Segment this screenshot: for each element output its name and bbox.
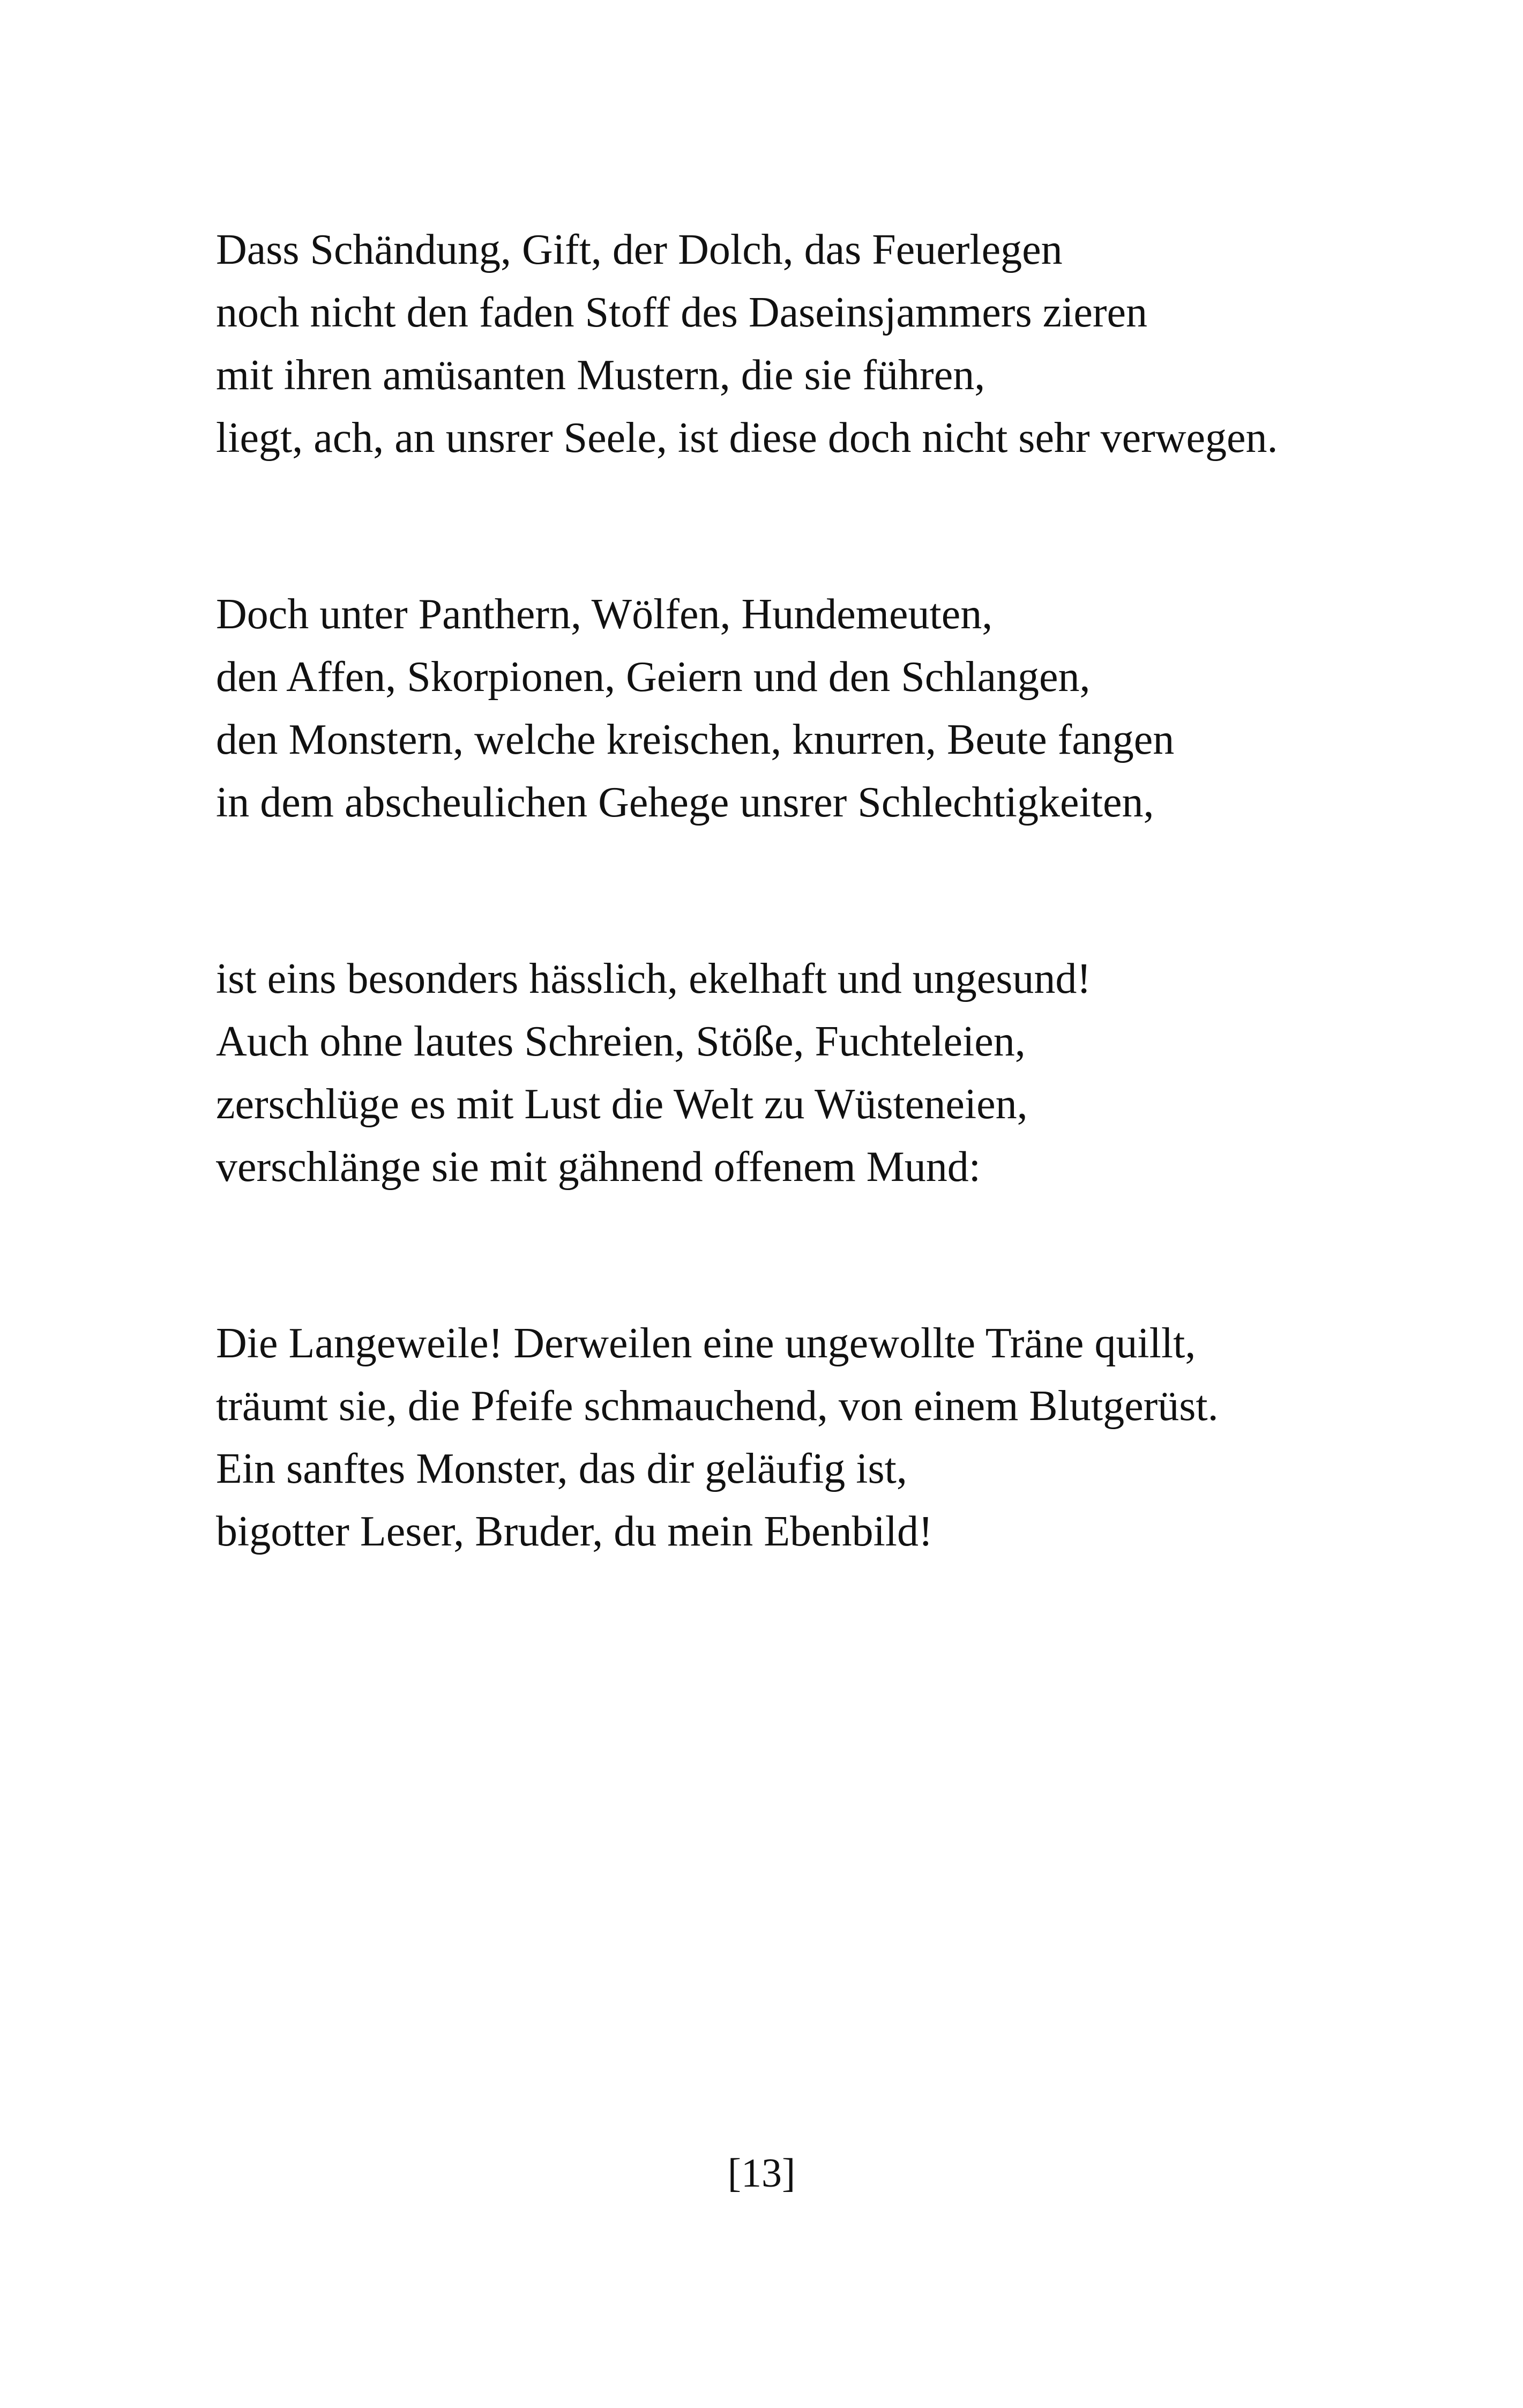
poem-line: bigotter Leser, Bruder, du mein Ebenbild! <box>216 1508 933 1555</box>
poem-line: mit ihren amüsanten Mustern, die sie führen, <box>216 352 986 399</box>
poem-line: noch nicht den faden Stoff des Daseinsjammers zieren <box>216 289 1147 336</box>
poem-line: liegt, ach, an unsrer Seele, ist diese doch nicht sehr verwegen. <box>216 414 1278 462</box>
poem-line: Auch ohne lautes Schreien, Stöße, Fuchteleien, <box>216 1018 1026 1065</box>
poem-line: den Affen, Skorpionen, Geiern und den Schlangen, <box>216 653 1091 701</box>
stanza-4 <box>216 1312 1341 1563</box>
stanza-1 <box>216 219 1341 470</box>
poem-line: den Monstern, welche kreischen, knurren, Beute fangen <box>216 716 1175 763</box>
poem-line: Doch unter Panthern, Wölfen, Hundemeuten, <box>216 591 993 638</box>
poem-line: Die Langeweile! Derweilen eine ungewollte Träne quillt, <box>216 1320 1196 1367</box>
poem-line: ist eins besonders hässlich, ekelhaft und ungesund! <box>216 955 1092 1002</box>
poem-line: zerschlüge es mit Lust die Welt zu Wüsteneien, <box>216 1081 1028 1128</box>
poem-line: träumt sie, die Pfeife schmauchend, von einem Blutgerüst. <box>216 1383 1219 1430</box>
stanza-3 <box>216 948 1341 1199</box>
page-number: [13] <box>727 2151 796 2196</box>
stanza-2 <box>216 583 1341 834</box>
poem-line: Dass Schändung, Gift, der Dolch, das Feuerlegen <box>216 226 1063 273</box>
poem-line: verschlänge sie mit gähnend offenem Mund: <box>216 1143 981 1191</box>
poem-line: in dem abscheulichen Gehege unsrer Schlechtigkeiten, <box>216 779 1154 826</box>
poem-body <box>216 219 1341 1677</box>
poem-line: Ein sanftes Monster, das dir geläufig ist, <box>216 1445 907 1492</box>
